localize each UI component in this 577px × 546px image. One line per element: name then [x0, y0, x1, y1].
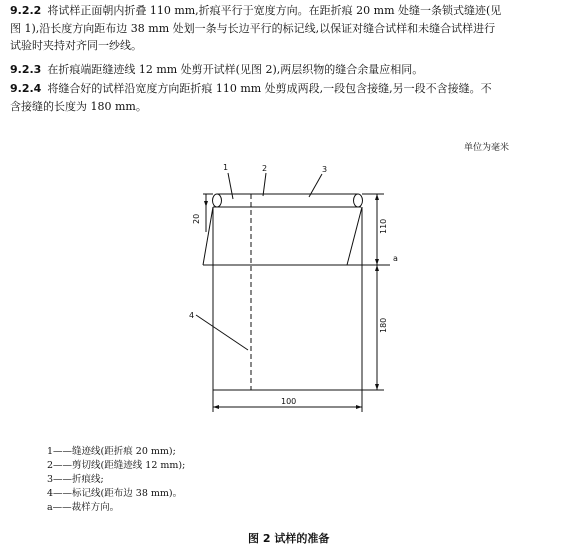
- paragraph-line: 图 1),沿长度方向距布边 38 mm 处划一条与长边平行的标记线,以保证对缝合试样和未缝合试样进行: [10, 21, 496, 35]
- flap-left-diagonal: [203, 207, 213, 265]
- callout-2: 2: [262, 164, 268, 173]
- figure-title: 图 2 试样的准备: [248, 532, 330, 545]
- callout-2-leader: [263, 173, 266, 196]
- paragraph-line: 将试样正面朝内折叠 110 mm,折痕平行于宽度方向。在距折痕 20 mm 处缝一条锁式缝迹(见: [47, 4, 502, 17]
- callout-4-leader: [196, 315, 248, 350]
- clause-number: 9.2.4: [10, 82, 42, 95]
- legend: [47, 445, 185, 515]
- legend-item: 2——剪切线(距缝迹线 12 mm);: [47, 460, 186, 471]
- dim-110-label: 110: [379, 218, 388, 234]
- clause-number: 9.2.2: [10, 4, 42, 17]
- flap-right-diagonal: [347, 207, 362, 265]
- callout-4: 4: [189, 311, 195, 320]
- paragraph-line: 将缝合好的试样沿宽度方向距折痕 110 mm 处剪成两段,一段包含接缝,另一段不含接缝。不: [47, 82, 492, 95]
- unit-note: 单位为毫米: [464, 143, 510, 153]
- legend-item: a——裁样方向。: [47, 502, 120, 513]
- callout-1: 1: [223, 163, 229, 172]
- legend-item: 3——折痕线;: [47, 474, 104, 485]
- callout-1-leader: [228, 173, 233, 199]
- paragraph-line: 试验时夹持对齐同一纱线。: [10, 39, 142, 52]
- fold-left-end: [213, 194, 222, 207]
- fold-right-end: [354, 194, 363, 207]
- dim-20-label: 20: [192, 213, 201, 224]
- paragraph-line: 含接缝的长度为 180 mm。: [10, 99, 147, 113]
- legend-item: 4——标记线(距布边 38 mm)。: [47, 488, 183, 499]
- paragraph-line: 在折痕端距缝迹线 12 mm 处剪开试样(见图 2),两层织物的缝合余量应相同。: [47, 63, 424, 76]
- clause-number: 9.2.3: [10, 63, 42, 76]
- direction-label-a: a: [393, 254, 398, 263]
- legend-item: 1——缝迹线(距折痕 20 mm);: [47, 446, 176, 457]
- callout-3: 3: [322, 165, 328, 174]
- dim-180-label: 180: [379, 317, 388, 333]
- dim-100-label: 100: [281, 397, 297, 406]
